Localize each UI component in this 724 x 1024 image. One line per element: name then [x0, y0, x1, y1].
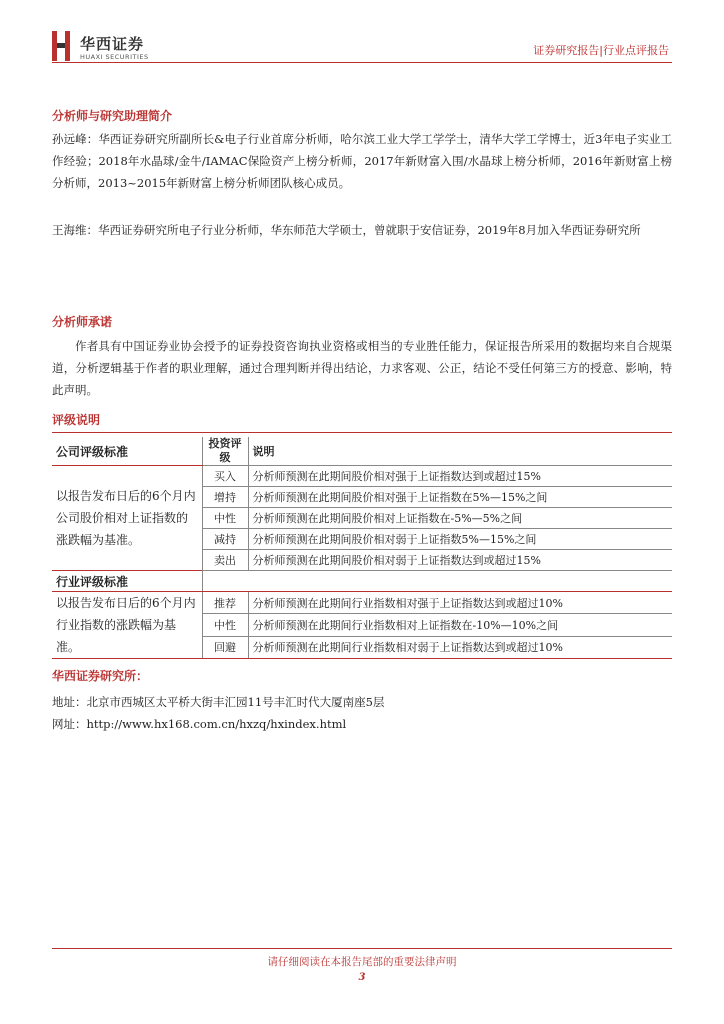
desc-cell: 分析师预测在此期间行业指数相对强于上证指数达到或超过10% [248, 592, 672, 614]
desc-cell: 分析师预测在此期间股价相对弱于上证指数达到或超过15% [248, 550, 672, 571]
industry-criteria: 以报告发布日后的6个月内行业指数的涨跌幅为基准。 [52, 592, 202, 659]
rating-cell: 中性 [202, 614, 248, 636]
page-number: 3 [358, 972, 366, 983]
header-divider [52, 62, 672, 63]
institute-title: 华西证券研究所： [52, 669, 149, 683]
analysts-title: 分析师与研究助理简介 [52, 109, 173, 123]
table-row [52, 466, 672, 487]
table-row [52, 592, 672, 614]
col-rating-header: 投资评级 [202, 437, 248, 466]
rating-cell: 买入 [202, 466, 248, 487]
rating-cell: 回避 [202, 636, 248, 658]
industry-rating-label: 行业评级标准 [52, 571, 202, 592]
analyst-bio-1: 孙远峰：华西证券研究所副所长&电子行业首席分析师，哈尔滨工业大学工学学士，清华大学工学博士，近3年电子实业工作经验；2018年水晶球/金牛/IAMAC保险资产上榜分析师，2017年新财富入围/水晶球上榜分析师，2016年新财富上榜分析师，2013~2015年新财富上榜分析师团队核心成员。 [52, 132, 672, 190]
rating-title: 评级说明 [52, 413, 101, 427]
legal-notice: 请仔细阅读在本报告尾部的重要法律声明 [267, 956, 457, 968]
company-rating-label: 公司评级标准 [52, 437, 202, 466]
rating-top-divider [52, 432, 672, 433]
report-type: 证券研究报告|行业点评报告 [533, 44, 669, 57]
institute-website[interactable]: 网址：http://www.hx168.com.cn/hxzq/hxindex.html [52, 717, 347, 731]
rating-cell: 减持 [202, 529, 248, 550]
rating-cell: 卖出 [202, 550, 248, 571]
commitment-title: 分析师承诺 [52, 315, 113, 329]
desc-cell: 分析师预测在此期间股价相对强于上证指数在5%—15%之间 [248, 487, 672, 508]
commitment-text: 作者具有中国证券业协会授予的证券投资咨询执业资格或相当的专业胜任能力，保证报告所采用的数据均来自合规渠道，分析逻辑基于作者的职业理解，通过合理判断并得出结论，力求客观、公正，结论不受任何第三方的授意、影响，特此声明。 [52, 339, 672, 397]
logo-subtext: HUAXI SECURITIES [80, 53, 149, 61]
desc-cell: 分析师预测在此期间股价相对强于上证指数达到或超过15% [248, 466, 672, 487]
desc-cell: 分析师预测在此期间行业指数相对上证指数在-10%—10%之间 [248, 614, 672, 636]
rating-table [52, 437, 672, 659]
rating-cell: 中性 [202, 508, 248, 529]
page-header [0, 0, 724, 70]
analyst-bio-2: 王海维：华西证券研究所电子行业分析师，华东师范大学硕士，曾就职于安信证券，2019年8月加入华西证券研究所 [52, 223, 641, 237]
rating-cell: 推荐 [202, 592, 248, 614]
institute-address: 地址：北京市西城区太平桥大街丰汇园11号丰汇时代大厦南座5层 [52, 695, 385, 709]
huaxi-logo-icon [52, 31, 70, 61]
footer-divider [52, 948, 672, 949]
col-desc-header: 说明 [248, 437, 672, 466]
desc-cell: 分析师预测在此期间股价相对弱于上证指数5%—15%之间 [248, 529, 672, 550]
company-criteria: 以报告发布日后的6个月内公司股价相对上证指数的涨跌幅为基准。 [52, 466, 202, 571]
rating-cell: 增持 [202, 487, 248, 508]
logo-text: 华西证券 [80, 35, 145, 53]
desc-cell: 分析师预测在此期间行业指数相对弱于上证指数达到或超过10% [248, 636, 672, 658]
desc-cell: 分析师预测在此期间股价相对上证指数在-5%—5%之间 [248, 508, 672, 529]
rating-header-row [52, 437, 672, 466]
industry-header-row [52, 571, 672, 592]
